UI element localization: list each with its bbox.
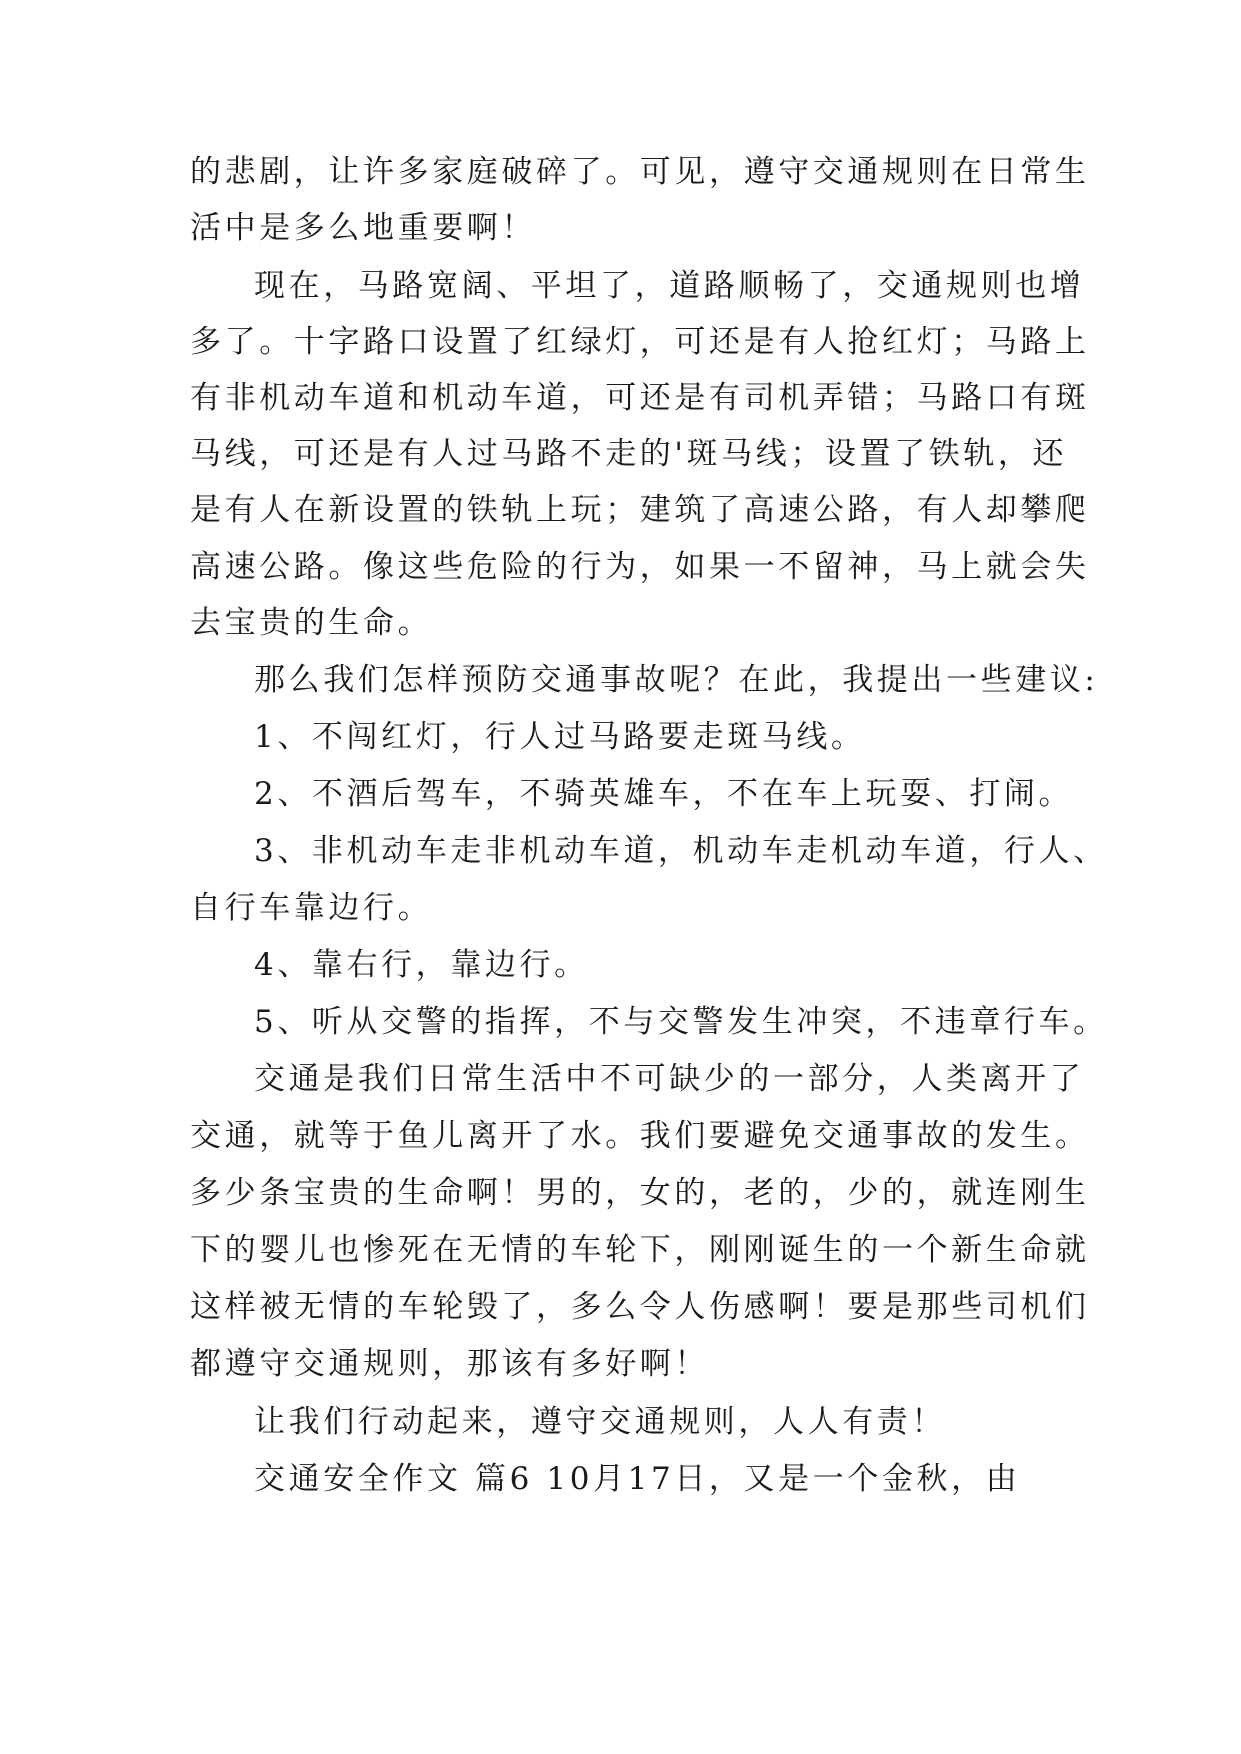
text-line: 多了。十字路口设置了红绿灯，可还是有人抢红灯；马路上: [190, 324, 1090, 360]
text-line: 多少条宝贵的生命啊！男的，女的，老的，少的，就连刚生: [190, 1175, 1090, 1211]
text-line: 2、不酒后驾车，不骑英雄车，不在车上玩耍、打闹。: [254, 776, 1074, 812]
text-line: 交通安全作文 篇6 10月17日，又是一个金秋，由: [254, 1461, 1021, 1497]
text-line: 现在，马路宽阔、平坦了，道路顺畅了，交通规则也增: [254, 268, 1085, 304]
text-line: 这样被无情的车轮毁了，多么令人伤感啊！要是那些司机们: [190, 1289, 1090, 1325]
text-line: 交通是我们日常生活中不可缺少的一部分，人类离开了: [254, 1061, 1085, 1097]
text-line: 让我们行动起来，遵守交通规则，人人有责！: [254, 1404, 946, 1440]
text-line: 自行车靠边行。: [190, 890, 433, 926]
text-line: 活中是多么地重要啊！: [190, 210, 536, 246]
text-line: 4、靠右行，靠边行。: [254, 947, 589, 983]
text-line: 5、听从交警的指挥，不与交警发生冲突，不违章行车。: [254, 1004, 1108, 1040]
text-line: 高速公路。像这些危险的行为，如果一不留神，马上就会失: [190, 549, 1090, 585]
text-line: 交通，就等于鱼儿离开了水。我们要避免交通事故的发生。: [190, 1118, 1090, 1154]
text-line: 3、非机动车走非机动车道，机动车走机动车道，行人、: [254, 833, 1108, 869]
text-line: 是有人在新设置的铁轨上玩；建筑了高速公路，有人却攀爬: [190, 492, 1090, 528]
text-line: 马线，可还是有人过马路不走的'斑马线；设置了铁轨，还: [190, 436, 1068, 472]
text-line: 的悲剧，让许多家庭破碎了。可见，遵守交通规则在日常生: [190, 154, 1090, 190]
text-line: 有非机动车道和机动车道，可还是有司机弄错；马路口有斑: [190, 380, 1090, 416]
text-line: 都遵守交通规则，那该有多好啊！: [190, 1346, 709, 1382]
text-line: 下的婴儿也惨死在无情的车轮下，刚刚诞生的一个新生命就: [190, 1232, 1090, 1268]
text-line: 那么我们怎样预防交通事故呢？在此，我提出一些建议:: [254, 662, 1099, 698]
text-line: 去宝贵的生命。: [190, 605, 433, 641]
text-line: 1、不闯红灯，行人过马路要走斑马线。: [254, 719, 866, 755]
